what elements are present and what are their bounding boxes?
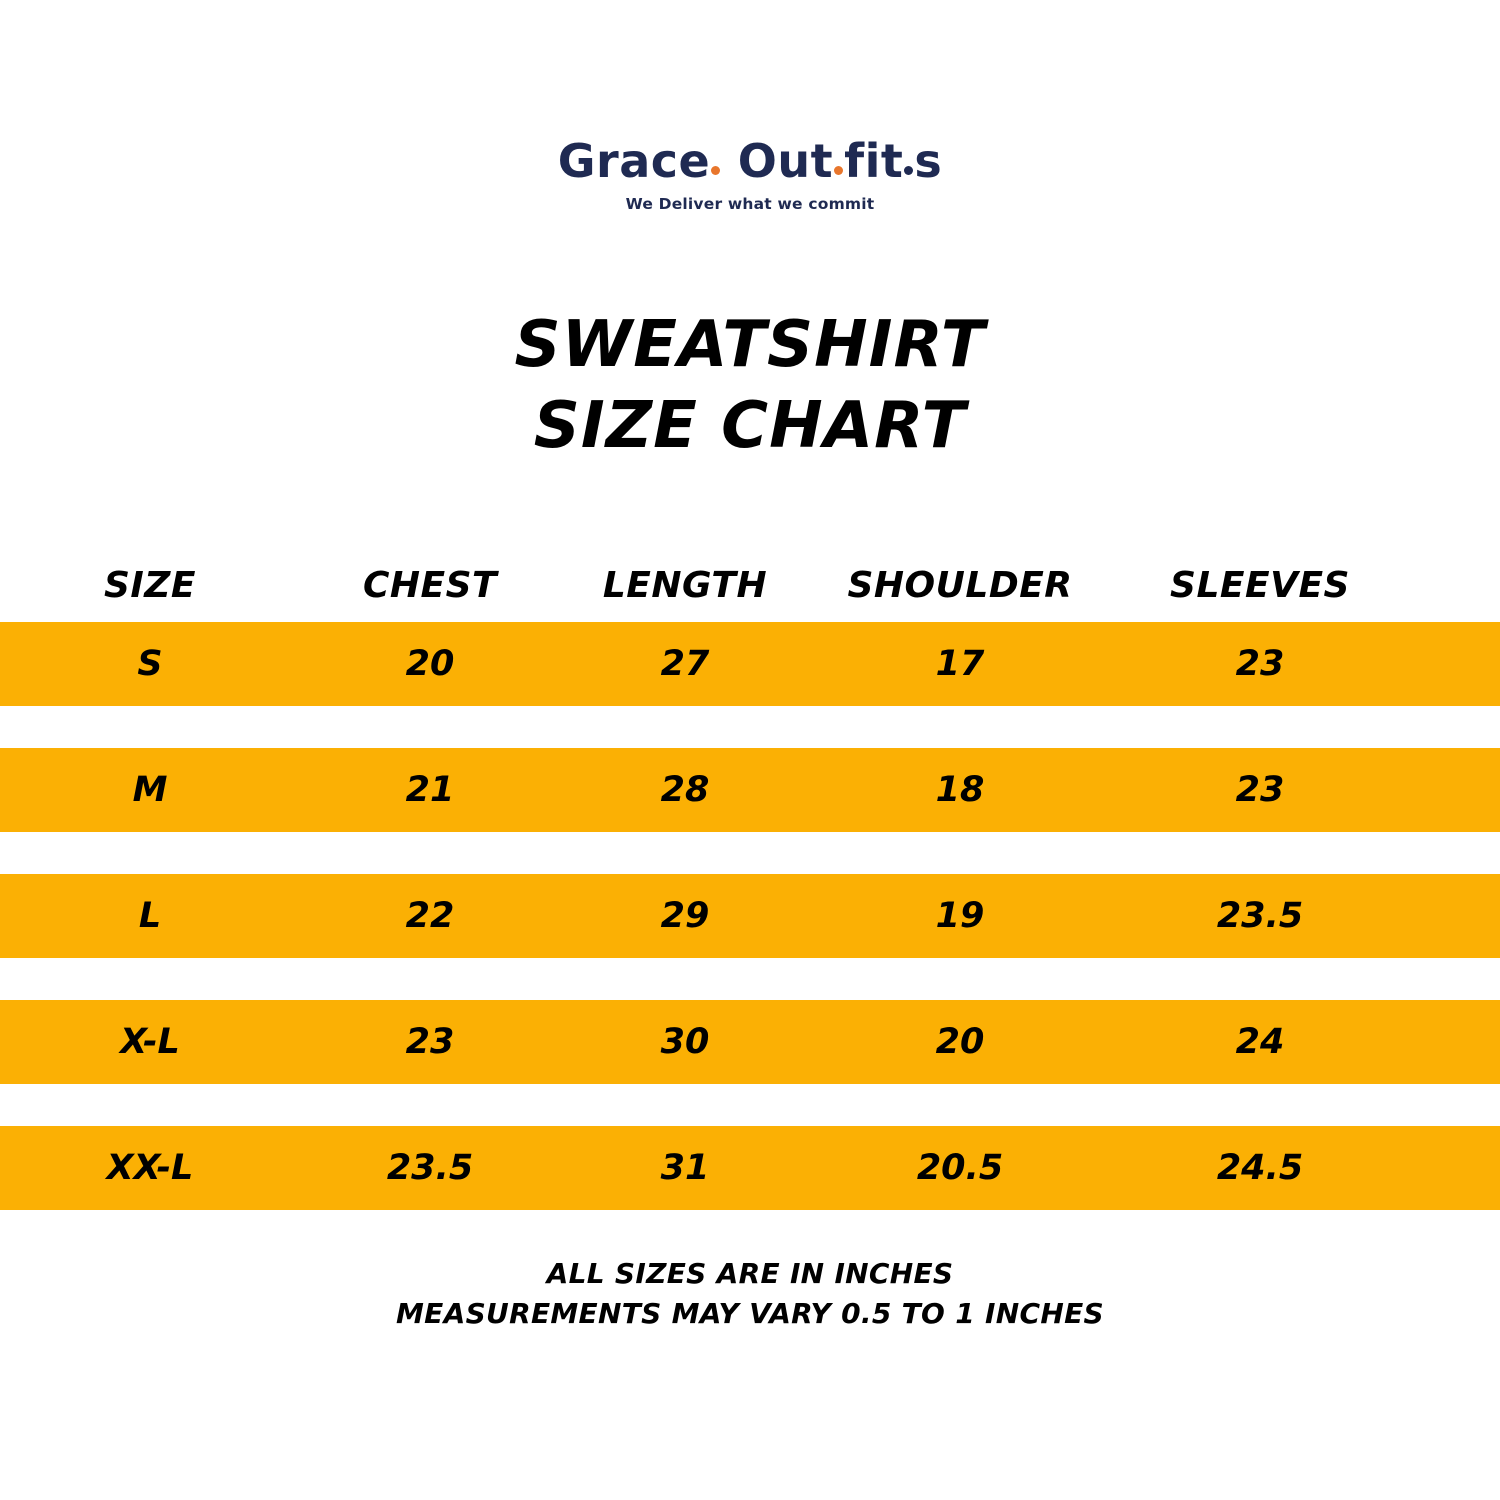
brand-wordmark (557, 134, 943, 188)
cell-sleeves: 24 (1235, 1021, 1285, 1062)
size-chart-table (0, 550, 1500, 1210)
column-header-size: SIZE (103, 565, 197, 607)
cell-sleeves: 23.5 (1216, 895, 1304, 936)
cell-size: XX-L (106, 1147, 194, 1188)
cell-chest: 23.5 (386, 1147, 474, 1188)
page-title (0, 305, 1500, 468)
brand-name-fit: fit (844, 134, 904, 188)
cell-size: S (137, 643, 163, 684)
table-row (0, 1126, 1500, 1210)
cell-shoulder: 20.5 (916, 1147, 1004, 1188)
cell-length: 29 (660, 895, 710, 936)
cell-length: 27 (660, 643, 710, 684)
cell-sleeves: 23 (1235, 769, 1285, 810)
brand-name-out: Out (737, 134, 834, 188)
footer-notes (0, 1254, 1500, 1335)
cell-chest: 23 (405, 1021, 455, 1062)
logo-dot-orange-icon (711, 166, 720, 175)
title-line-1: SWEATSHIRT (514, 308, 986, 382)
brand-tagline: We Deliver what we commit (625, 195, 875, 213)
cell-sleeves: 24.5 (1216, 1147, 1304, 1188)
cell-chest: 20 (405, 643, 455, 684)
footer-line-2: MEASUREMENTS MAY VARY 0.5 TO 1 INCHES (396, 1297, 1104, 1331)
cell-size: M (132, 769, 168, 810)
table-header-row (0, 550, 1500, 622)
logo-dot-dark-icon (904, 166, 913, 175)
column-header-sleeves: SLEEVES (1170, 565, 1350, 607)
cell-length: 28 (660, 769, 710, 810)
column-header-chest: CHEST (362, 565, 498, 607)
table-row (0, 622, 1500, 706)
title-line-2: SIZE CHART (533, 389, 967, 464)
footer-line-1: ALL SIZES ARE IN INCHES (546, 1256, 954, 1290)
cell-chest: 21 (405, 769, 455, 810)
cell-shoulder: 17 (935, 643, 985, 684)
table-row (0, 874, 1500, 958)
cell-length: 30 (660, 1021, 710, 1062)
cell-shoulder: 18 (935, 769, 985, 810)
logo-dot-orange-2-icon (834, 166, 843, 175)
cell-shoulder: 20 (935, 1021, 985, 1062)
cell-size: L (138, 895, 162, 936)
cell-sleeves: 23 (1235, 643, 1285, 684)
cell-length: 31 (660, 1147, 710, 1188)
table-row (0, 1000, 1500, 1084)
table-row (0, 748, 1500, 832)
column-header-length: LENGTH (602, 565, 768, 607)
brand-name-grace: Grace (557, 134, 711, 188)
cell-shoulder: 19 (935, 895, 985, 936)
cell-size: X-L (120, 1021, 180, 1062)
brand-logo (0, 0, 1500, 213)
column-header-shoulder: SHOULDER (847, 565, 1073, 607)
brand-name-s: s (914, 134, 943, 188)
cell-chest: 22 (405, 895, 455, 936)
